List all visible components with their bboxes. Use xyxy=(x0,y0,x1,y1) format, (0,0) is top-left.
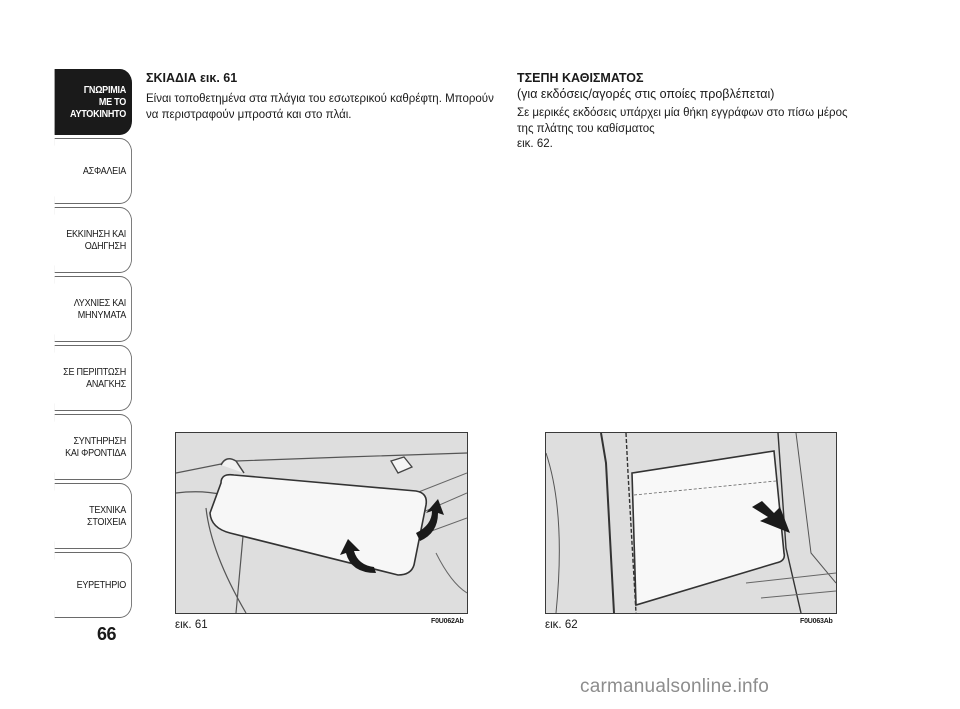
tab-label: ΤΕΧΝΙΚΑ ΣΤΟΙΧΕΙΑ xyxy=(86,504,126,528)
figure-sun-visor xyxy=(175,432,468,614)
seat-pocket-illustration xyxy=(546,433,836,613)
tab-getting-to-know-vehicle[interactable] xyxy=(55,69,132,135)
tab-label: ΓΝΩΡΙΜΙΑ ΜΕ ΤΟ ΑΥΤΟΚΙΝΗΤΟ xyxy=(69,84,126,120)
tab-technical-data[interactable] xyxy=(55,483,132,549)
page-number: 66 xyxy=(97,624,117,644)
section-body: Σε μερικές εκδόσεις υπάρχει μία θήκη εγγράφων στο πίσω μέρος της πλάτης του καθίσματος xyxy=(517,107,848,135)
tab-emergency[interactable] xyxy=(55,345,132,411)
tab-starting-driving[interactable] xyxy=(55,207,132,273)
sun-visor-section xyxy=(146,71,496,123)
tab-label: ΛΥΧΝΙΕΣ ΚΑΙ ΜΗΝΥΜΑΤΑ xyxy=(73,297,126,321)
section-body-ref: εικ. 62. xyxy=(517,138,553,150)
figure-code: F0U062Ab xyxy=(431,618,464,625)
figure-code: F0U063Ab xyxy=(800,618,833,625)
tab-index[interactable] xyxy=(55,552,132,618)
seat-pocket-section xyxy=(517,71,867,153)
tab-label: ΕΚΚΙΝΗΣΗ ΚΑΙ ΟΔΗΓΗΣΗ xyxy=(66,228,126,252)
tab-label: ΣΕ ΠΕΡΙΠΤΩΣΗ ΑΝΑΓΚΗΣ xyxy=(63,366,126,390)
section-subheading: (για εκδόσεις/αγορές στις οποίες προβλέπεται) xyxy=(517,87,775,101)
figure-seat-pocket xyxy=(545,432,837,614)
tab-label: ΑΣΦΑΛΕΙΑ xyxy=(82,165,126,177)
section-body: Είναι τοποθετημένα στα πλάγια του εσωτερικού καθρέφτη. Μπορούν να περιστραφούν μπροστά και στο πλάι. xyxy=(146,93,494,121)
tab-label: ΕΥΡΕΤΗΡΙΟ xyxy=(76,579,126,591)
section-heading: ΤΣΕΠΗ ΚΑΘΙΣΜΑΤΟΣ xyxy=(517,71,644,85)
sun-visor-illustration xyxy=(176,433,467,613)
section-heading: ΣΚΙΑΔΙΑ εικ. 61 xyxy=(146,71,238,85)
tab-maintenance[interactable] xyxy=(55,414,132,480)
figure-caption: εικ. 62 xyxy=(545,619,578,631)
figure-caption: εικ. 61 xyxy=(175,619,208,631)
tab-label: ΣΥΝΤΗΡΗΣΗ ΚΑΙ ΦΡΟΝΤΙΔΑ xyxy=(65,435,126,459)
watermark: carmanualsonline.info xyxy=(580,676,770,697)
tab-lights-messages[interactable] xyxy=(55,276,132,342)
tab-safety[interactable] xyxy=(55,138,132,204)
